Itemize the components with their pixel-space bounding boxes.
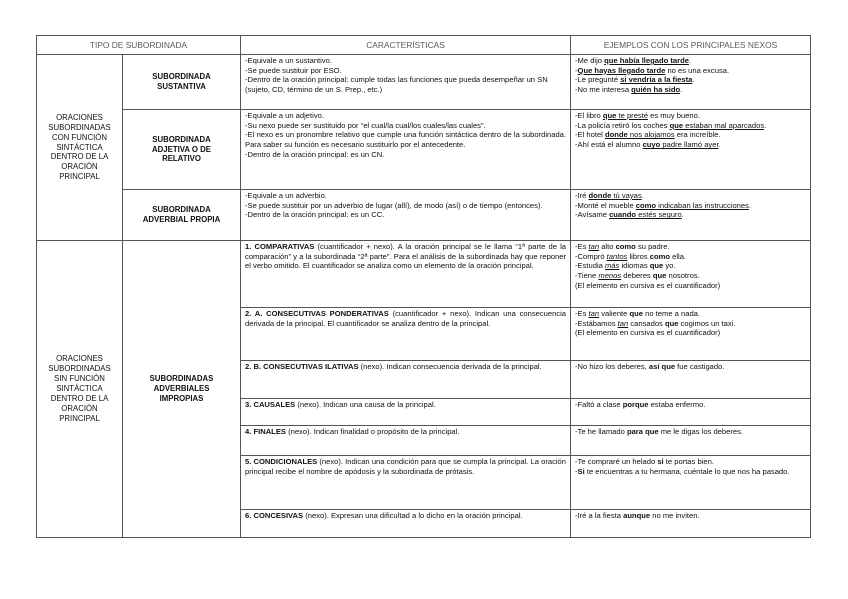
label-adverbial <box>123 190 241 241</box>
type-text: (cuantificador + nexo). A la oración principal se le llama “1ª parte de la comparación” y a la subordinada “2ª parte”. Para el análisis de la subordinada hay que reponer el verbo omitido. El cuantificador se analiza como un elemento de la oración principal. <box>245 242 567 271</box>
label-impropias <box>123 241 241 538</box>
example-line: -No me interesa quién ha sido. <box>575 85 683 95</box>
example-line: -Iré a la fiesta aunque no me inviten. <box>575 511 700 520</box>
caracteristicas-concesivas <box>241 510 571 538</box>
example-line: -Iré donde tú vayas. <box>575 191 644 200</box>
char-line: -Dentro de la oración principal: es un CN. <box>245 149 385 159</box>
type-title: 4. FINALES <box>245 427 286 436</box>
example-line: -Es tan alto como su padre. <box>575 242 670 251</box>
header-caracteristicas: CARACTERÍSTICAS <box>241 36 571 55</box>
example-line: -La policía retiró los coches que estaban mal aparcados. <box>575 120 767 130</box>
type-title: 2. A. CONSECUTIVAS PONDERATIVAS <box>245 309 389 318</box>
example-line: -Avísame cuando estés seguro. <box>575 210 684 220</box>
type-title: 3. CAUSALES <box>245 400 296 409</box>
caracteristicas-condicionales <box>241 456 571 510</box>
example-line: -Te compraré un helado si te portas bien. <box>575 457 714 466</box>
caracteristicas-causales <box>241 399 571 426</box>
row-adverbial <box>37 190 811 241</box>
label-line: SUBORDINADA <box>152 134 211 144</box>
group-line: SINTÁCTICA <box>56 384 103 394</box>
caracteristicas-finales <box>241 426 571 456</box>
char-line: -El nexo es un pronombre relativo que cumple una función sintáctica dentro de la subordinada. Para saber su función es necesario sustituirlo por el antecedente. <box>245 130 567 150</box>
ejemplos-ilativas <box>571 361 811 399</box>
ejemplos-comparativas <box>571 241 811 308</box>
header-tipo: TIPO DE SUBORDINADA <box>37 36 241 55</box>
char-line: -Su nexo puede ser sustituido por “el cual/la cual/los cuales/las cuales”. <box>245 120 486 130</box>
type-text: (cuantificador + nexo). Indican una consecuencia derivada de la principal. El cuantificador se analiza dentro de la principal. <box>245 309 567 328</box>
type-text: (nexo). Indican finalidad o propósito de la principal. <box>285 427 460 436</box>
header-row <box>37 36 811 55</box>
row-comparativas <box>37 241 811 308</box>
group-line: SIN FUNCIÓN <box>54 374 105 384</box>
char-line: -Se puede sustituir por ESO. <box>245 65 342 75</box>
example-line: (El elemento en cursiva es el cuantificador) <box>575 280 721 290</box>
ejemplos-sustantiva <box>571 55 811 110</box>
group-line: CON FUNCIÓN <box>51 132 107 142</box>
example-line: -Estábamos tan cansados que cogimos un taxi. <box>575 318 736 328</box>
group-sin-funcion <box>37 241 123 538</box>
ejemplos-finales <box>571 426 811 456</box>
group-line: ORACIONES <box>56 112 103 122</box>
ejemplos-adverbial <box>571 190 811 241</box>
example-line: -Si te encuentras a tu hermana, cuéntale lo que nos ha pasado. <box>575 466 790 476</box>
label-line: IMPROPIAS <box>159 393 204 403</box>
ejemplos-concesivas <box>571 510 811 538</box>
example-line: -Que hayas llegado tarde no es una excusa. <box>575 65 730 75</box>
group-line: SUBORDINADAS <box>48 122 111 132</box>
caracteristicas-adverbial <box>241 190 571 241</box>
group-line: SUBORDINADAS <box>48 364 111 374</box>
example-line: -Es tan valiente que no teme a nada. <box>575 309 701 318</box>
row-sustantiva <box>37 55 811 110</box>
label-line: SUBORDINADA <box>152 72 211 82</box>
label-line: ADVERBIALES <box>153 384 210 394</box>
group-line: DENTRO DE LA <box>50 393 109 403</box>
type-title: 2. B. CONSECUTIVAS ILATIVAS <box>245 362 359 371</box>
type-title: 1. COMPARATIVAS <box>245 242 315 251</box>
example-line: -El hotel donde nos alojamos era increíble. <box>575 130 721 140</box>
label-line: RELATIVO <box>162 154 201 164</box>
char-line: -Se puede sustituir por un adverbio de lugar (allí), de modo (así) o de tiempo (entonces). <box>245 200 543 210</box>
example-line: -Me dijo que había llegado tarde. <box>575 56 692 65</box>
caracteristicas-comparativas <box>241 241 571 308</box>
subordinadas-table <box>36 35 811 538</box>
example-line: -Monté el mueble como indicaban las instrucciones. <box>575 200 752 210</box>
ejemplos-condicionales <box>571 456 811 510</box>
group-line: PRINCIPAL <box>59 172 100 182</box>
example-line: (El elemento en cursiva es el cuantificador) <box>575 328 721 338</box>
label-line: ADJETIVA O DE <box>152 144 211 154</box>
label-adjetiva <box>123 110 241 190</box>
char-line: -Equivale a un sustantivo. <box>245 56 332 65</box>
label-line: SUBORDINADA <box>152 205 211 215</box>
group-line: SINTÁCTICA <box>56 142 103 152</box>
example-line: -Tiene menos deberes que nosotros. <box>575 271 700 281</box>
group-line: PRINCIPAL <box>59 413 100 423</box>
caracteristicas-ilativas <box>241 361 571 399</box>
label-line: SUSTANTIVA <box>157 82 206 91</box>
label-line: SUBORDINADAS <box>149 374 214 384</box>
char-line: -Equivale a un adjetivo. <box>245 111 324 120</box>
example-line: -El libro que te presté es muy bueno. <box>575 111 700 120</box>
type-text: (nexo). Indican consecuencia derivada de la principal. <box>358 362 542 371</box>
example-line: -Ahí está el alumno cuyo padre llamó ayer. <box>575 140 721 150</box>
group-line: ORACIÓN <box>61 162 98 172</box>
caracteristicas-sustantiva <box>241 55 571 110</box>
row-adjetiva <box>37 110 811 190</box>
caracteristicas-ponderativas <box>241 308 571 361</box>
example-line: -Le pregunté si vendría a la fiesta. <box>575 75 695 85</box>
example-line: -No hizo los deberes, así que fue castigado. <box>575 362 725 371</box>
type-title: 5. CONDICIONALES <box>245 457 318 466</box>
type-text: (nexo). Expresan una dificultad a lo dicho en la oración principal. <box>303 511 523 520</box>
ejemplos-causales <box>571 399 811 426</box>
example-line: -Faltó a clase porque estaba enfermo. <box>575 400 706 409</box>
ejemplos-adjetiva <box>571 110 811 190</box>
label-sustantiva <box>123 55 241 110</box>
example-line: -Compró tantos libros como ella. <box>575 251 687 261</box>
char-line: -Dentro de la oración principal: es un CC. <box>245 210 385 220</box>
type-text: (nexo). Indican una condición para que se cumpla la principal. La oración principal recibe el nombre de apódosis y la subordinada de prótasis. <box>245 457 567 476</box>
group-line: ORACIÓN <box>61 403 98 413</box>
group-line: DENTRO DE LA <box>50 152 109 162</box>
group-line: ORACIONES <box>56 354 103 364</box>
example-line: -Estudia más idiomas que yo. <box>575 261 676 271</box>
char-line: -Dentro de la oración principal: cumple todas las funciones que pueda desempeñar un SN (sujeto, CD, término de un S. Prep., etc.) <box>245 75 548 95</box>
char-line: -Equivale a un adverbio. <box>245 191 327 200</box>
caracteristicas-adjetiva <box>241 110 571 190</box>
example-line: -Te he llamado para que me le digas los deberes. <box>575 427 744 436</box>
type-text: (nexo). Indican una causa de la principal. <box>295 400 436 409</box>
group-con-funcion <box>37 55 123 241</box>
type-title: 6. CONCESIVAS <box>245 511 304 520</box>
ejemplos-ponderativas <box>571 308 811 361</box>
label-line: ADVERBIAL PROPIA <box>142 215 221 224</box>
header-ejemplos: EJEMPLOS CON LOS PRINCIPALES NEXOS <box>571 36 811 55</box>
